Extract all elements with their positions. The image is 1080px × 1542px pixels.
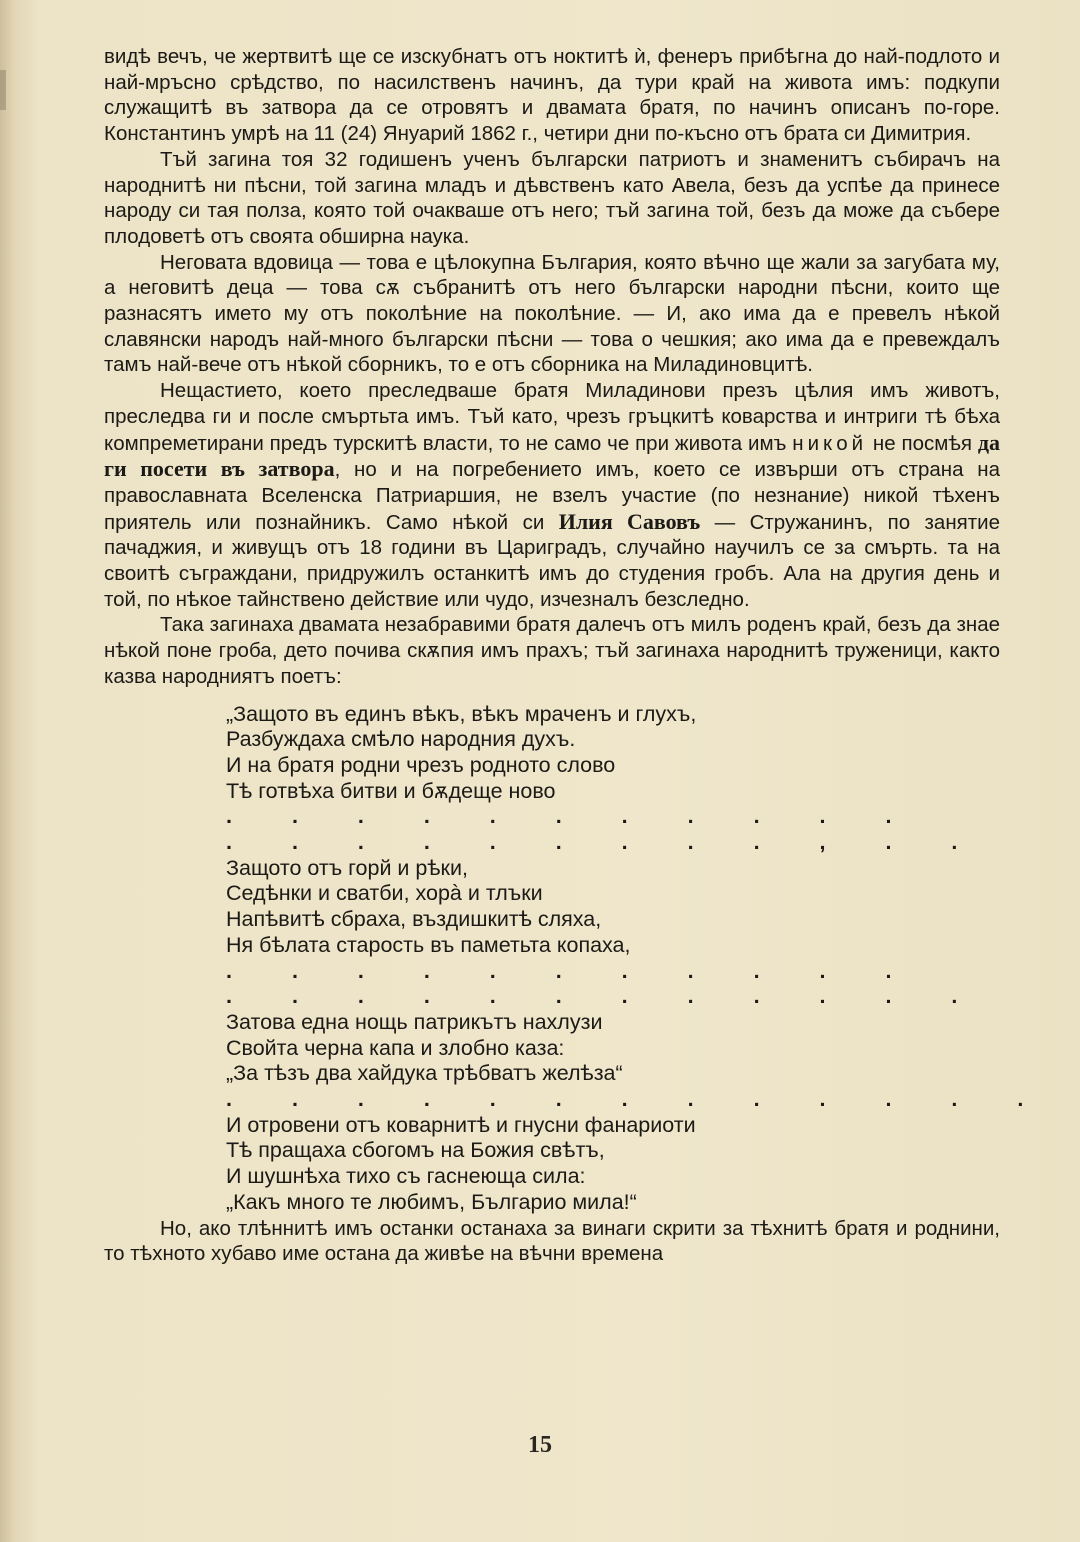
paragraph-4-part-b: не посмѣя bbox=[872, 431, 972, 455]
poem-line: Напѣвитѣ сбраха, въздишкитѣ сляха, bbox=[226, 907, 602, 932]
poem-line: И на братя родни чрезъ родното слово bbox=[226, 752, 616, 777]
poem-line: Разбуждаха смѣло народния духъ. bbox=[226, 727, 576, 752]
page-body bbox=[104, 44, 1051, 1267]
paragraph-4-bold-phrase: да ги посети въ затвора bbox=[104, 429, 1000, 482]
poem-stanza-1 bbox=[226, 702, 1000, 805]
ellipsis-row: . . . . . . . . . . . bbox=[226, 804, 919, 829]
paragraph-6: Но, ако тлѣннитѣ имъ останки останаха за винаги скрити за тѣхнитѣ братя и роднини, то тѣхното хубаво име остана да живѣе на вѣчни времена bbox=[104, 1216, 1000, 1266]
poem-line: Тѣ готвѣха битви и бѫдеще ново bbox=[226, 778, 556, 803]
paragraph-4-bold-name: Илия Савовъ bbox=[558, 508, 701, 534]
poem-line: Защото отъ горй и рѣки, bbox=[226, 855, 468, 880]
poem-line: „Какъ много те любимъ, Българио мила!“ bbox=[226, 1189, 637, 1214]
ellipsis-row: . . . . . . . . . . . bbox=[226, 958, 919, 983]
poem-stanza-3 bbox=[226, 1010, 1000, 1087]
binding-mark bbox=[0, 70, 6, 110]
poem-line: И отровени отъ коварнитѣ и гнусни фанариоти bbox=[226, 1112, 696, 1137]
paragraph-4-part-c: , но и на погребението имъ, което се извърши отъ страна на православната Вселенска Патриаршия, не взелъ участие (по незнание) никой тѣхенъ приятель или познайникъ. Само нѣкой си bbox=[104, 458, 1001, 534]
paragraph-4-spaced-word: никой bbox=[792, 431, 868, 455]
paragraph-4-part-d: — Стружанинъ, по занятие пачаджия, и живущъ отъ 18 години въ Цариградъ, случайно научилъ се за смърть. та на своитѣ съграждани, придружилъ останкитѣ имъ до студения гробъ. Ала на другия день и той, по нѣкое тайнствено действие или чудо, изчезналъ безследно. bbox=[104, 510, 1001, 611]
poem bbox=[226, 701, 1051, 1216]
paragraph-1: видѣ вечъ, че жертвитѣ ще се изскубнатъ отъ ноктитѣ ѝ, фенеръ прибѣгна до най-подлото и най-мръсно срѣдство, по насилственъ начинъ, да тури край на живота имъ: подкупи служащитѣ въ затвора да се отровятъ и двамата братя, по начинъ описанъ по-горе. Константинъ умрѣ на 11 (24) Януарий 1862 г., четири дни по-късно отъ брата си Димитрия. bbox=[104, 45, 1000, 146]
poem-line: И шушнѣха тихо съ гаснеюща сила: bbox=[226, 1164, 586, 1189]
poem-stanza-4 bbox=[226, 1113, 1000, 1216]
poem-line: „Защото въ единъ вѣкъ, вѣкъ мраченъ и глухъ, bbox=[226, 701, 697, 726]
poem-stanza-2 bbox=[226, 856, 1000, 959]
poem-line: Затова една нощь патрикътъ нахлузи bbox=[226, 1009, 603, 1034]
poem-line: „За тѣзъ два хайдука трѣбватъ желѣза“ bbox=[226, 1061, 623, 1086]
poem-line: Седѣнки и сватби, хорà и тлъки bbox=[226, 881, 543, 906]
paragraph-2: Тъй загина тоя 32 годишенъ ученъ български патриотъ и знаменитъ събирачъ на народнитѣ ни пѣсни, той загина младъ и дѣвственъ като Авела, безъ да успѣе да принесе народу си тая полза, която той очакваше отъ него; тъй загина той, безъ да може да събере плодоветѣ отъ своята обширна наука. bbox=[104, 147, 1000, 248]
ellipsis-row: . . . . . . . . . . . . . bbox=[226, 1087, 1051, 1112]
ellipsis-row: . . . . . . . . . , . . bbox=[226, 830, 985, 855]
poem-line: Свойта черна капа и злобно каза: bbox=[226, 1035, 565, 1060]
paragraph-3: Неговата вдовица — това е цѣлокупна България, която вѣчно ще жали за загубата му, а неговитѣ деца — това сѫ събранитѣ отъ него български народни пѣсни, които ще разнасятъ името му отъ поколѣние на поколѣние. — И, ако има да е превелъ нѣкой славянски народъ най-много български пѣсни — това о чешкия; ако има да е превеждалъ тамъ най-вече отъ нѣкой сборникъ, то е отъ сборника на Миладиновцитѣ. bbox=[104, 250, 1000, 377]
ellipsis-row: . . . . . . . . . . . . bbox=[226, 984, 985, 1009]
paragraph-4 bbox=[104, 378, 1000, 612]
poem-line: Тѣ пращаха сбогомъ на Божия свѣтъ, bbox=[226, 1138, 605, 1163]
paragraph-4-part-a: Нещастието, което преследваше братя Миладинови презъ цѣлия имъ животъ, преследва ги и после смъртьта имъ. Тъй като, чрезъ гръцкитѣ коварства и интриги тѣ бѣха компреметирани предъ турскитѣ власти, то не само че при живота имъ bbox=[104, 379, 1000, 455]
poem-line: Ня бѣлата старость въ паметьта копаха, bbox=[226, 932, 631, 957]
page-number: 15 bbox=[528, 1432, 552, 1458]
paragraph-5: Така загинаха двамата незабравими братя далечъ отъ милъ роденъ край, безъ да знае нѣкой поне гроба, дето почива скѫпия имъ прахъ; тъй загинаха народнитѣ труженици, както казва народниятъ поетъ: bbox=[104, 613, 1000, 688]
